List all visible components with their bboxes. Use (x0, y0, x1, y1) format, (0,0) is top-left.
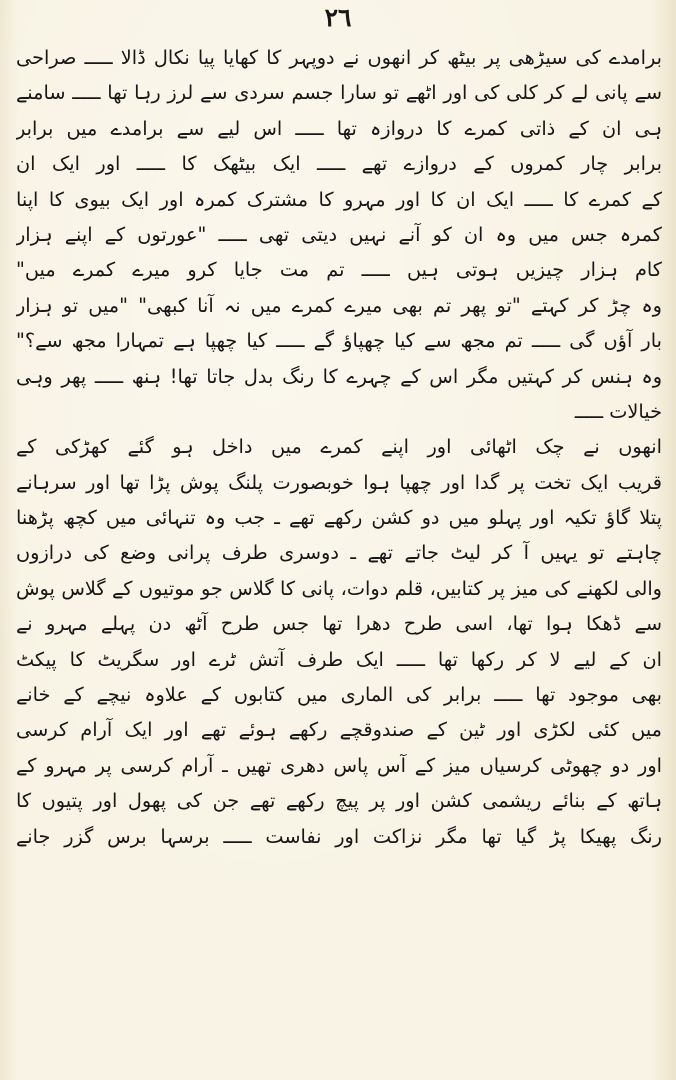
text-line: اور دو چھوٹی کرسیاں میز کے آس پاس دھری تھیں ـ آرام کرسی پر مہرو کے (16, 753, 662, 777)
text-line: کے کمرے کا ـــــ ایک ان کا اور مہرو کا مشترک کمرہ اور ایک بیوی کا اپنا (16, 187, 662, 211)
text-line: بھی موجود تھا ـــــ برابر کی الماری میں کتابوں کے علاوہ نیچے کے خانے (16, 683, 662, 707)
text-line: برابر چار کمروں کے دروازے تھے ـــــ ایک بیٹھک کا ـــــ اور ایک ان (16, 152, 662, 176)
text-line: چاہتے تو یہیں آ کر لیٹ جاتے تھے ـ دوسری طرف پرانی وضع کی درازوں (16, 541, 662, 565)
text-line: والی لکھنے کی میز پر کتابیں، قلم دوات، پانی کا گلاس جو موتیوں کے گلاس پوش (16, 576, 662, 600)
text-line: کام ہزار چیزیں ہوتی ہیں ـــــ تم مت جایا کرو میرے کمرے میں" (16, 258, 662, 282)
text-line: وہ چڑ کر کہتے "تو پھر تم بھی میرے کمرے میں نہ آنا کبھی" "میں تو ہزار (16, 293, 662, 317)
text-line: بار آؤں گی ـــــ تم مجھ سے کیا چھپاؤ گے ـــــ کیا چھپا ہے تمہارا مجھ سے؟" (16, 329, 662, 353)
text-line: ہاتھ کے بنائے ریشمی کشن اور پر پیچ رکھے تھے جن کی پھول اور پتیوں کا (16, 789, 662, 813)
text-line: پتلا گاؤ تکیہ اور پہلو میں دو کشن رکھے تھے ـ جب وہ تنہائی میں کچھ پڑھنا (16, 506, 662, 530)
urdu-text-block (16, 40, 662, 854)
text-line: ہی ان کے ذاتی کمرے کا دروازہ تھا ـــــ اس لیے سے برامدے میں برابر (16, 116, 662, 140)
text-line: کمرہ جس میں وہ ان کو آنے نہیں دیتی تھی ـــــ "عورتوں کے اپنے ہزار (16, 222, 662, 246)
text-line: میں کئی لکڑی اور ٹین کے صندوقچے رکھے ہوئے تھے اور ایک آرام کرسی (16, 718, 662, 742)
text-line-paragraph-end: خیالات ـــــ (574, 399, 662, 423)
text-line: برامدے کی سیڑھی پر بیٹھ کر انھوں نے دوپہر کا کھایا پیا نکال ڈالا ـــــ صراحی (16, 46, 662, 69)
text-line: سے پانی لے کر کلی کی اور اٹھے تو سارا جسم سردی سے لرز رہا تھا ـــــ سامنے (16, 81, 662, 105)
text-line: ان کے لیے لا کر رکھا تھا ـــــ ایک طرف آتش ٹرے اور سگریٹ کا پیکٹ (16, 647, 662, 671)
text-line: قریب ایک تخت پر گدا اور چھپا ہوا خوبصورت پلنگ پوش پڑا تھا اور سرہانے (16, 470, 662, 494)
text-line: رنگ پھیکا پڑ گیا تھا مگر نزاکت اور نفاست ـــــ برسہا برس گزر جانے (16, 824, 662, 848)
text-line: سے ڈھکا ہوا تھا، اسی طرح دھرا تھا جس طرح آٹھ دن پہلے مہرو نے (16, 612, 662, 636)
text-line: انھوں نے چک اٹھائی اور اپنے کمرے میں داخل ہو گئے کھڑکی کے (16, 435, 662, 459)
page-number: ٢٦ (324, 3, 352, 32)
text-line: وہ ہنس کر کہتیں مگر اس کے چہرے کا رنگ بدل جاتا تھا! ہنھ ـــــ پھر وہی (16, 364, 662, 388)
